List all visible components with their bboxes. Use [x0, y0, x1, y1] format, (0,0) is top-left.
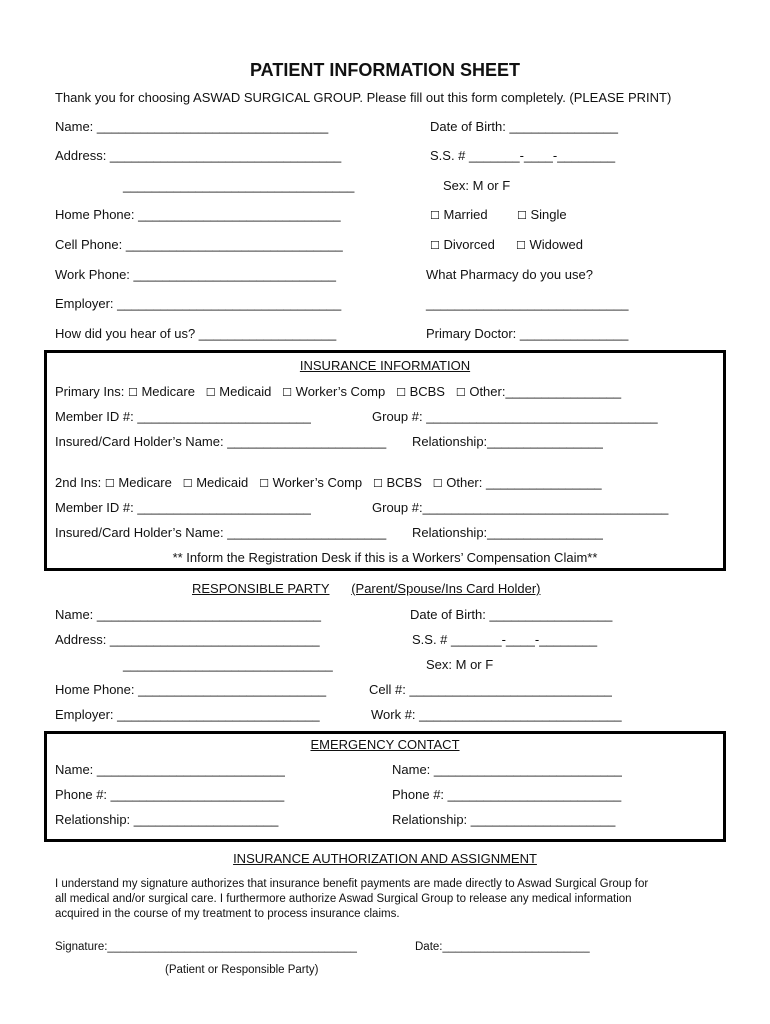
member-id-2-field[interactable]: Member ID #: ________________________ [55, 500, 311, 515]
emergency-phone-1-field[interactable]: Phone #: ________________________ [55, 787, 285, 802]
workers-comp-label: Worker’s Comp [272, 475, 363, 490]
patient-cell-phone-field[interactable]: Cell Phone: ______________________________ [55, 237, 343, 252]
insurance-heading: INSURANCE INFORMATION [299, 358, 471, 373]
authorization-heading: INSURANCE AUTHORIZATION AND ASSIGNMENT [233, 851, 537, 866]
checkbox-icon[interactable]: ☐ [205, 386, 216, 399]
single-label: Single [530, 207, 567, 222]
bcbs-label: BCBS [409, 384, 445, 399]
checkbox-icon[interactable]: ☐ [517, 209, 527, 222]
responsible-address-field[interactable]: Address: _____________________________ [55, 632, 320, 647]
widowed-option[interactable] [516, 237, 583, 254]
widowed-label: Widowed [529, 237, 583, 252]
pharmacy-field[interactable]: ____________________________ [426, 296, 629, 311]
signature-note: (Patient or Responsible Party) [165, 964, 319, 976]
primary-insurance-row [55, 384, 621, 401]
single-option[interactable] [517, 207, 567, 224]
responsible-party-title: RESPONSIBLE PARTY [192, 581, 330, 596]
checkbox-icon[interactable]: ☐ [182, 477, 193, 490]
checkbox-icon[interactable]: ☐ [455, 386, 466, 399]
other-insurance-field[interactable]: Other:________________ [469, 384, 622, 399]
card-holder-name-field[interactable]: Insured/Card Holder’s Name: ______________________ [55, 434, 387, 449]
responsible-name-field[interactable]: Name: _______________________________ [55, 607, 322, 622]
patient-address-line2-field[interactable]: ________________________________ [123, 178, 355, 193]
group-number-2-field[interactable]: Group #:__________________________________ [372, 500, 669, 515]
medicare-label: Medicare [141, 384, 195, 399]
responsible-employer-field[interactable]: Employer: ____________________________ [55, 707, 320, 722]
responsible-party-subtitle: (Parent/Spouse/Ins Card Holder) [351, 581, 541, 596]
patient-work-phone-field[interactable]: Work Phone: ____________________________ [55, 267, 336, 282]
page-title: PATIENT INFORMATION SHEET [250, 60, 520, 80]
checkbox-icon[interactable]: ☐ [516, 239, 526, 252]
checkbox-icon[interactable]: ☐ [282, 386, 293, 399]
card-holder-name-2-field[interactable]: Insured/Card Holder’s Name: ______________________ [55, 525, 387, 540]
secondary-insurance-row [55, 475, 602, 492]
primary-insurance-label: Primary Ins: [55, 384, 125, 399]
responsible-dob-field[interactable]: Date of Birth: _________________ [410, 607, 613, 622]
workers-comp-label: Worker’s Comp [295, 384, 386, 399]
medicaid-label: Medicaid [219, 384, 272, 399]
signature-field[interactable]: Signature:_______________________________________ [55, 941, 357, 953]
referral-source-field[interactable]: How did you hear of us? ___________________ [55, 326, 337, 341]
responsible-address-line2-field[interactable]: _____________________________ [123, 657, 333, 672]
responsible-cell-field[interactable]: Cell #: ____________________________ [369, 682, 612, 697]
bcbs-label: BCBS [386, 475, 422, 490]
patient-dob-field[interactable]: Date of Birth: _______________ [430, 119, 618, 134]
emergency-relationship-1-field[interactable]: Relationship: ____________________ [55, 812, 279, 827]
secondary-insurance-label: 2nd Ins: [55, 475, 102, 490]
patient-ss-field[interactable]: S.S. # _______-____-________ [430, 148, 616, 163]
relationship-2-field[interactable]: Relationship:________________ [412, 525, 603, 540]
medicare-label: Medicare [118, 475, 172, 490]
divorced-option[interactable] [430, 237, 495, 254]
patient-employer-field[interactable]: Employer: _______________________________ [55, 296, 342, 311]
emergency-relationship-2-field[interactable]: Relationship: ____________________ [392, 812, 616, 827]
group-number-field[interactable]: Group #: ________________________________ [372, 409, 658, 424]
primary-doctor-field[interactable]: Primary Doctor: _______________ [426, 326, 629, 341]
responsible-party-heading [192, 581, 541, 597]
patient-sex-field[interactable]: Sex: M or F [443, 178, 511, 193]
checkbox-icon[interactable]: ☐ [373, 477, 383, 490]
authorization-text-line-3: acquired in the course of my treatment to process insurance claims. [55, 908, 400, 920]
relationship-field[interactable]: Relationship:________________ [412, 434, 603, 449]
authorization-text-line-1: I understand my signature authorizes that insurance benefit payments are made directly to Aswad Surgical Group for [55, 878, 649, 890]
checkbox-icon[interactable]: ☐ [430, 209, 440, 222]
emergency-name-1-field[interactable]: Name: __________________________ [55, 762, 285, 777]
emergency-contact-heading: EMERGENCY CONTACT [310, 737, 460, 752]
divorced-label: Divorced [443, 237, 495, 252]
checkbox-icon[interactable]: ☐ [432, 477, 443, 490]
checkbox-icon[interactable]: ☐ [259, 477, 269, 490]
emergency-phone-2-field[interactable]: Phone #: ________________________ [392, 787, 622, 802]
pharmacy-question: What Pharmacy do you use? [426, 267, 593, 282]
emergency-name-2-field[interactable]: Name: __________________________ [392, 762, 622, 777]
checkbox-icon[interactable]: ☐ [430, 239, 440, 252]
responsible-work-field[interactable]: Work #: ____________________________ [371, 707, 622, 722]
workers-comp-note: ** Inform the Registration Desk if this is a Workers’ Compensation Claim** [172, 550, 598, 565]
member-id-field[interactable]: Member ID #: ________________________ [55, 409, 311, 424]
authorization-text-line-2: all medical and/or surgical care. I furthermore authorize Aswad Surgical Group to release any medical information [55, 893, 632, 905]
patient-home-phone-field[interactable]: Home Phone: ____________________________ [55, 207, 341, 222]
patient-name-field[interactable]: Name: ________________________________ [55, 119, 329, 134]
other-insurance-field[interactable]: Other: ________________ [446, 475, 602, 490]
responsible-ss-field[interactable]: S.S. # _______-____-________ [412, 632, 598, 647]
medicaid-label: Medicaid [196, 475, 249, 490]
responsible-sex-field[interactable]: Sex: M or F [426, 657, 494, 672]
married-option[interactable] [430, 207, 488, 224]
intro-text: Thank you for choosing ASWAD SURGICAL GROUP. Please fill out this form completely. (PLEASE PRINT) [55, 90, 672, 105]
checkbox-icon[interactable]: ☐ [127, 386, 138, 399]
checkbox-icon[interactable]: ☐ [104, 477, 115, 490]
responsible-home-phone-field[interactable]: Home Phone: __________________________ [55, 682, 327, 697]
married-label: Married [443, 207, 488, 222]
checkbox-icon[interactable]: ☐ [396, 386, 406, 399]
patient-address-field[interactable]: Address: ________________________________ [55, 148, 342, 163]
signature-date-field[interactable]: Date:_______________________ [415, 941, 590, 953]
